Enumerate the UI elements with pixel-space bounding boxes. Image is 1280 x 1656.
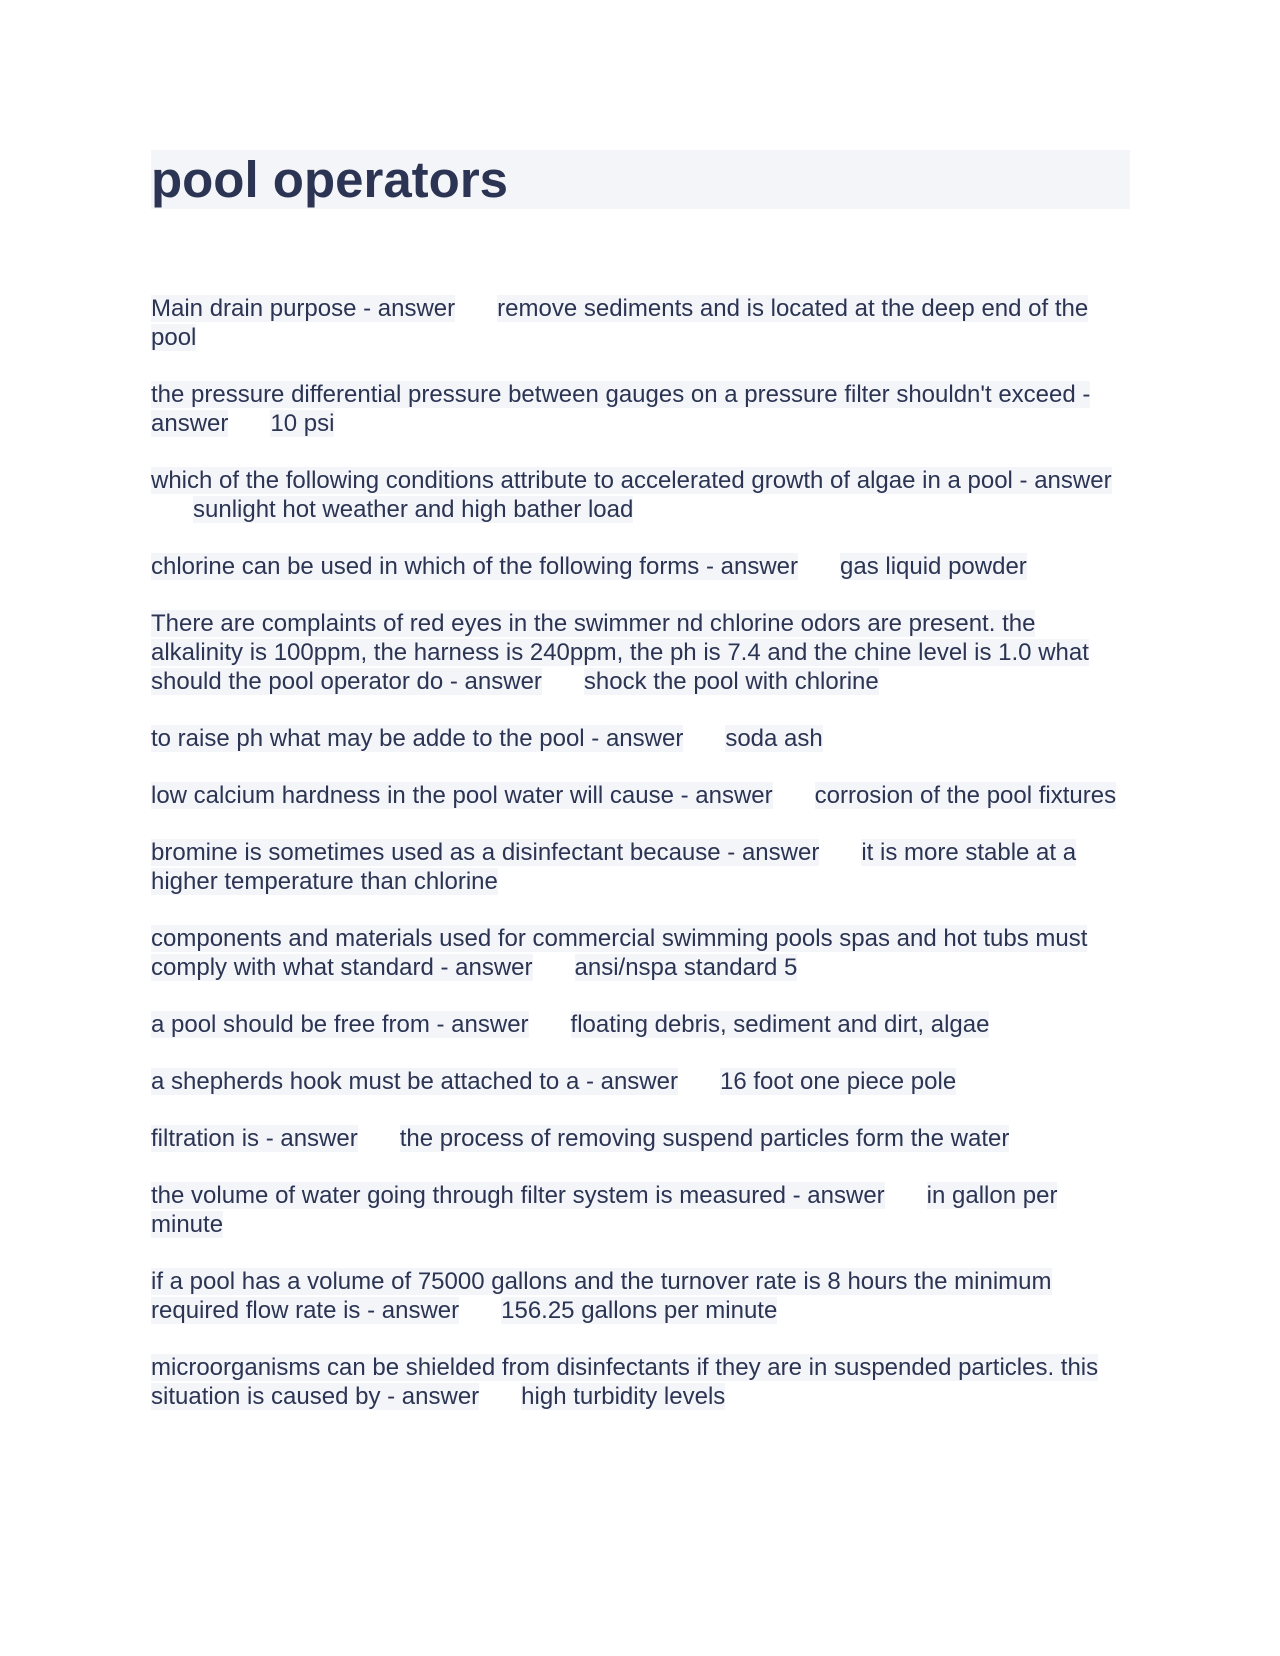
- answer-text: high turbidity levels: [521, 1383, 726, 1410]
- question-text: a shepherds hook must be attached to a - answer: [151, 1068, 678, 1095]
- answer-text: soda ash: [725, 725, 823, 752]
- qa-item: [151, 781, 1130, 810]
- question-text: the volume of water going through filter system is measured - answer: [151, 1182, 885, 1209]
- question-text: microorganisms can be shielded from disinfectants if they are in suspended particles. this situation is caused by - answer: [151, 1354, 1099, 1410]
- question-text: low calcium hardness in the pool water will cause - answer: [151, 782, 773, 809]
- question-text: filtration is - answer: [151, 1125, 358, 1152]
- question-text: the pressure differential pressure between gauges on a pressure filter shouldn't exceed - answer: [151, 381, 1091, 437]
- document-page: [151, 150, 1130, 1439]
- question-text: bromine is sometimes used as a disinfectant because - answer: [151, 839, 820, 866]
- question-text: to raise ph what may be adde to the pool - answer: [151, 725, 684, 752]
- answer-text: corrosion of the pool fixtures: [814, 782, 1117, 809]
- question-text: a pool should be free from - answer: [151, 1011, 529, 1038]
- qa-item: [151, 380, 1130, 438]
- question-text: which of the following conditions attribute to accelerated growth of algae in a pool - answer: [151, 467, 1112, 494]
- answer-text: floating debris, sediment and dirt, algae: [570, 1011, 990, 1038]
- qa-item: [151, 1124, 1130, 1153]
- qa-item: [151, 724, 1130, 753]
- answer-text: it is more stable at a higher temperature than chlorine: [151, 839, 1077, 895]
- answer-text: 16 foot one piece pole: [719, 1068, 957, 1095]
- answer-text: 156.25 gallons per minute: [501, 1297, 778, 1324]
- qa-item: [151, 1010, 1130, 1039]
- qa-item: [151, 1267, 1130, 1325]
- answer-text: 10 psi: [270, 410, 335, 437]
- qa-item: [151, 1353, 1130, 1411]
- question-text: There are complaints of red eyes in the swimmer nd chlorine odors are present. the alkalinity is 100ppm, the harness is 240ppm, the ph is 7.4 and the chine level is 1.0 what should the pool operator do - answer: [151, 610, 1089, 695]
- answer-text: sunlight hot weather and high bather load: [193, 496, 634, 523]
- qa-item: [151, 838, 1130, 896]
- answer-text: gas liquid powder: [840, 553, 1027, 580]
- answer-text: in gallon per minute: [151, 1182, 1058, 1238]
- question-text: chlorine can be used in which of the following forms - answer: [151, 553, 798, 580]
- answer-text: the process of removing suspend particles form the water: [399, 1125, 1010, 1152]
- question-text: components and materials used for commercial swimming pools spas and hot tubs must comply with what standard - answer: [151, 925, 1088, 981]
- qa-item: [151, 924, 1130, 982]
- question-text: Main drain purpose - answer: [151, 295, 456, 322]
- answer-text: ansi/nspa standard 5: [574, 954, 798, 981]
- qa-item: [151, 1067, 1130, 1096]
- qa-item: [151, 552, 1130, 581]
- answer-text: remove sediments and is located at the deep end of the pool: [151, 295, 1089, 351]
- qa-list: [151, 294, 1130, 1411]
- qa-item: [151, 609, 1130, 696]
- page-title: pool operators: [151, 150, 1130, 209]
- qa-item: [151, 466, 1130, 524]
- question-text: if a pool has a volume of 75000 gallons and the turnover rate is 8 hours the minimum required flow rate is - answer: [151, 1268, 1052, 1324]
- answer-text: shock the pool with chlorine: [583, 668, 879, 695]
- qa-item: [151, 1181, 1130, 1239]
- qa-item: [151, 294, 1130, 352]
